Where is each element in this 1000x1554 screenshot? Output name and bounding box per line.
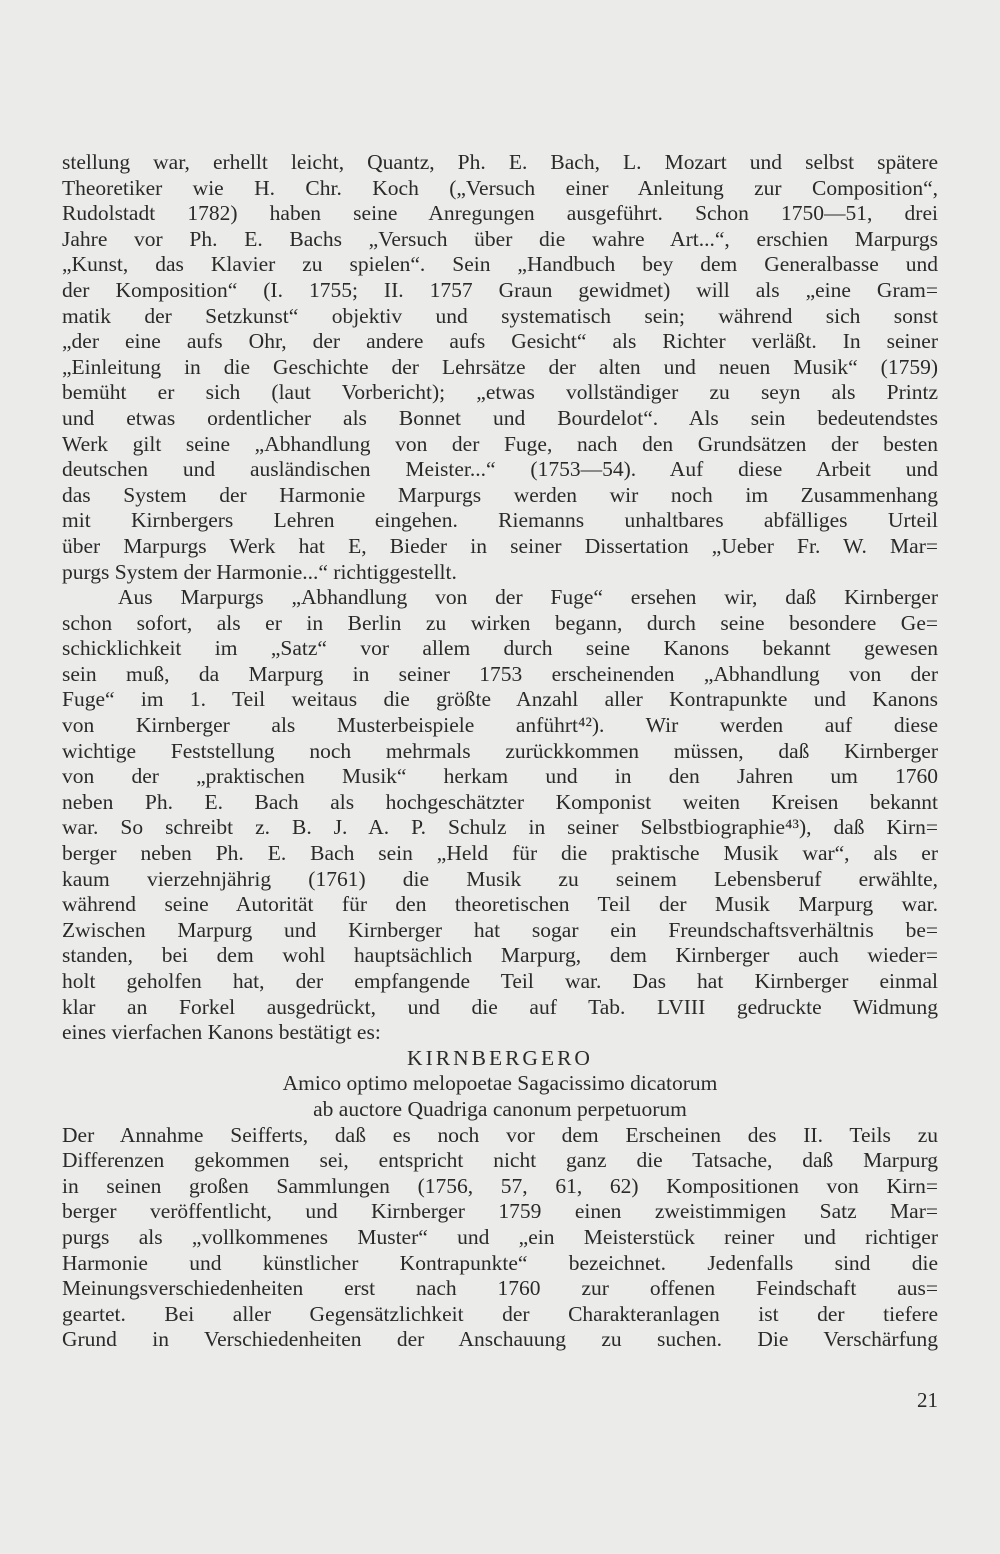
text-line: bemüht er sich (laut Vorbericht); „etwas vollständiger zu seyn als Printz [62, 380, 938, 405]
text-line: Zwischen Marpurg und Kirnberger hat sogar ein Freundschaftsverhältnis be= [62, 917, 938, 942]
text-line: schicklichkeit im „Satz“ vor allem durch seine Kanons bekannt gewesen [62, 636, 938, 661]
text-line: Aus Marpurgs „Abhandlung von der Fuge“ ersehen wir, daß Kirnberger [118, 585, 938, 610]
text-line: Fuge“ im 1. Teil weitaus die größte Anzahl aller Kontrapunkte und Kanons [62, 687, 938, 712]
body-text [62, 150, 938, 1353]
text-line: wichtige Feststellung noch mehrmals zurückkommen müssen, daß Kirnberger [62, 738, 938, 763]
text-line: purgs System der Harmonie...“ richtiggestellt. [62, 559, 457, 584]
text-line: und etwas ordentlicher als Bonnet und Bourdelot“. Als sein bedeutendstes [62, 405, 938, 430]
text-line: sein muß, da Marpurg in seiner 1753 erscheinenden „Abhandlung von der [62, 661, 938, 686]
text-line: berger neben Ph. E. Bach sein „Held für die praktische Musik war“, als er [62, 841, 938, 866]
text-line: mit Kirnbergers Lehren eingehen. Riemanns unhaltbares abfälliges Urteil [62, 508, 938, 533]
text-line: Werk gilt seine „Abhandlung von der Fuge, nach den Grundsätzen der besten [62, 431, 938, 456]
text-line: kaum vierzehnjährig (1761) die Musik zu seinem Lebensberuf erwählte, [62, 866, 938, 891]
page-number: 21 [917, 1388, 938, 1412]
text-line: „Einleitung in die Geschichte der Lehrsätze der alten und neuen Musik“ (1759) [62, 354, 938, 379]
dedication-line: ab auctore Quadriga canonum perpetuorum [313, 1096, 687, 1121]
text-line: Jahre vor Ph. E. Bachs „Versuch über die wahre Art...“, erschien Marpurgs [62, 226, 938, 251]
text-line: in seinen großen Sammlungen (1756, 57, 61, 62) Kompositionen von Kirn= [62, 1173, 938, 1198]
text-line: „der eine aufs Ohr, der andere aufs Gesicht“ als Richter verläßt. In seiner [62, 329, 938, 354]
text-line: während seine Autorität für den theoretischen Teil der Musik Marpurg war. [62, 892, 938, 917]
dedication-title: KIRNBERGERO [407, 1045, 593, 1070]
text-line: Differenzen gekommen sei, entspricht nicht ganz die Tatsache, daß Marpurg [62, 1148, 938, 1173]
text-line: Grund in Verschiedenheiten der Anschauung zu suchen. Die Verschärfung [62, 1327, 938, 1352]
text-line: berger veröffentlicht, und Kirnberger 1759 einen zweistimmigen Satz Mar= [62, 1199, 938, 1224]
text-line: purgs als „vollkommenes Muster“ und „ein Meisterstück reiner und richtiger [62, 1224, 938, 1249]
text-line: matik der Setzkunst“ objektiv und systematisch sein; während sich sonst [62, 303, 938, 328]
dedication-line: Amico optimo melopoetae Sagacissimo dicatorum [282, 1071, 718, 1096]
text-line: standen, bei dem wohl hauptsächlich Marpurg, dem Kirnberger auch wieder= [62, 943, 938, 968]
text-line: deutschen und ausländischen Meister...“ (1753—54). Auf diese Arbeit und [62, 457, 938, 482]
text-line: „Kunst, das Klavier zu spielen“. Sein „Handbuch bey dem Generalbasse und [62, 252, 938, 277]
text-line: Theoretiker wie H. Chr. Koch („Versuch einer Anleitung zur Composition“, [62, 175, 938, 200]
text-line: neben Ph. E. Bach als hochgeschätzter Komponist weiten Kreisen bekannt [62, 789, 938, 814]
text-line: über Marpurgs Werk hat E, Bieder in seiner Dissertation „Ueber Fr. W. Mar= [62, 533, 938, 558]
text-line: der Komposition“ (I. 1755; II. 1757 Graun gewidmet) will als „eine Gram= [62, 277, 938, 302]
text-line: eines vierfachen Kanons bestätigt es: [62, 1020, 381, 1045]
text-line: geartet. Bei aller Gegensätzlichkeit der Charakteranlagen ist der tiefere [62, 1301, 938, 1326]
text-line: Meinungsverschiedenheiten erst nach 1760 zur offenen Feindschaft aus= [62, 1276, 938, 1301]
text-line: schon sofort, als er in Berlin zu wirken begann, durch seine besondere Ge= [62, 610, 938, 635]
text-line: von Kirnberger als Musterbeispiele anführt⁴²). Wir werden auf diese [62, 713, 938, 738]
text-line: Harmonie und künstlicher Kontrapunkte“ bezeichnet. Jedenfalls sind die [62, 1250, 938, 1275]
text-line: Rudolstadt 1782) haben seine Anregungen ausgeführt. Schon 1750—51, drei [62, 201, 938, 226]
text-line: das System der Harmonie Marpurgs werden wir noch im Zusammenhang [62, 482, 938, 507]
text-line: klar an Forkel ausgedrückt, und die auf Tab. LVIII gedruckte Widmung [62, 994, 938, 1019]
text-line: Der Annahme Seifferts, daß es noch vor dem Erscheinen des II. Teils zu [62, 1122, 938, 1147]
text-line: von der „praktischen Musik“ herkam und in den Jahren um 1760 [62, 764, 938, 789]
text-line: war. So schreibt z. B. J. A. P. Schulz in seiner Selbstbiographie⁴³), daß Kirn= [62, 815, 938, 840]
text-line: stellung war, erhellt leicht, Quantz, Ph. E. Bach, L. Mozart und selbst spätere [62, 150, 938, 174]
text-line: holt geholfen hat, der empfangende Teil war. Das hat Kirnberger einmal [62, 969, 938, 993]
